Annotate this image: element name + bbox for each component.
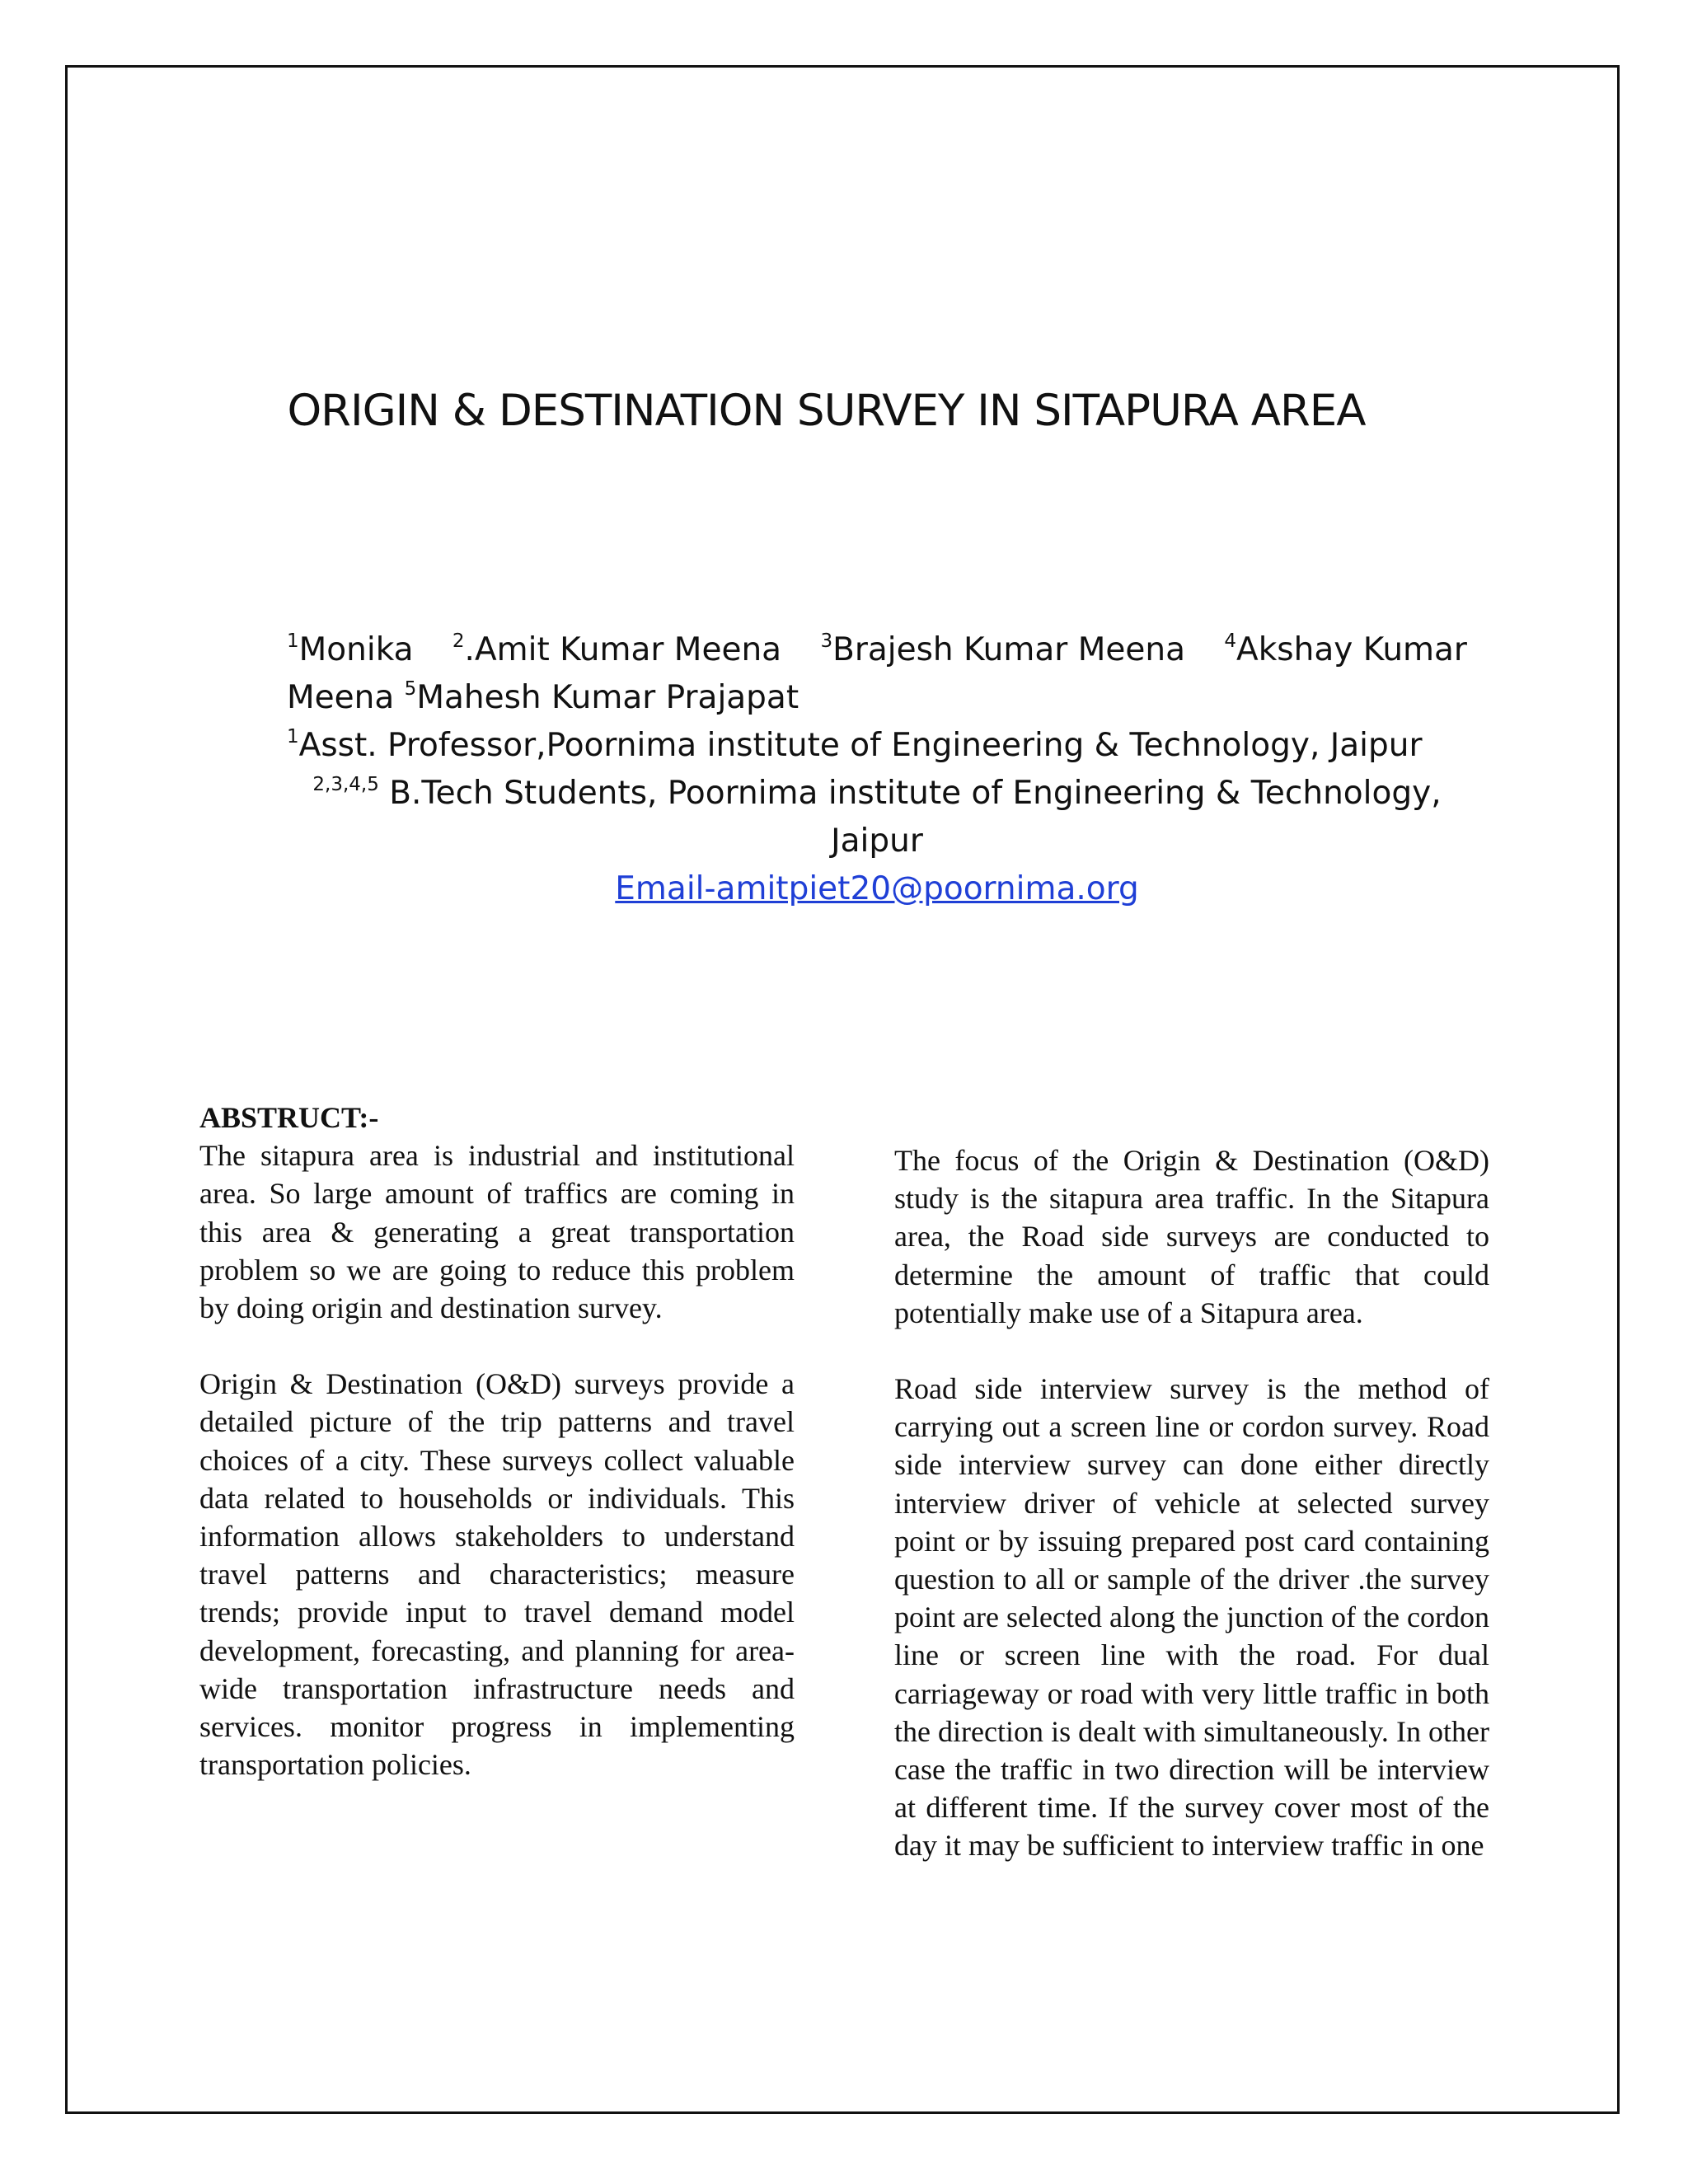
left-paragraph-1: The sitapura area is industrial and institutional area. So large amount of traffics are coming in this area & generating a great transportation problem so we are going to reduce this problem by doing origin and destination survey. [199,1139,795,1325]
author-line-2 [287,674,1467,722]
author-2: $^2$.Amit Kumar Meena [452,630,782,668]
paper-title: ORIGIN & DESTINATION SURVEY IN SITAPURA AREA [287,386,1366,436]
affiliation-students: $^{2,3,4,5}$ B.Tech Students, Poornima institute of Engineering & Technology, [312,774,1442,812]
author-1: $^1$Monika [287,630,414,668]
left-column [199,1099,795,1783]
author-5: $^5$Mahesh Kumar Prajapat [404,678,799,716]
author-block [287,626,1467,913]
affiliation-city: Jaipur [831,823,923,860]
email-line [287,865,1467,913]
right-paragraph-2: Road side interview survey is the method of carrying out a screen line or cordon survey. Road side interview survey can done either directly interview driver of vehicle at selected survey point or by issuing prepared post card containing question to all or sample of the driver .the survey point are selected along the junction of the cordon line or screen line with the road. For dual carriageway or road with very little traffic in both the direction is dealt with simultaneously. In other case the traffic in two direction will be interview at different time. If the survey cover most of the day it may be sufficient to interview traffic in one [894,1372,1489,1863]
right-paragraph-1: The focus of the Origin & Destination (O&D) study is the sitapura area traffic. In the Sitapura area, the Road side surveys are conducted to determine the amount of traffic that could potentially make use of a Sitapura area. [894,1144,1489,1329]
author-4-cont: Meena [287,679,395,716]
left-paragraph-2: Origin & Destination (O&D) surveys provide a detailed picture of the trip patterns and travel choices of a city. These surveys collect valuable data related to households or individuals. This information allows stakeholders to understand travel patterns and characteristics; measure trends; provide input to travel demand model development, forecasting, and planning for area-wide transportation infrastructure needs and services. monitor progress in implementing transportation policies. [199,1367,795,1782]
author-4: $^4$Akshay Kumar [1224,630,1467,668]
author-3: $^3$Brajesh Kumar Meena [820,630,1185,668]
abstract-heading: ABSTRUCT:- [199,1101,379,1134]
author-line-1 [287,626,1467,674]
email-link[interactable]: Email-amitpiet20@poornima.org [615,870,1139,907]
right-column [894,1141,1489,1865]
affiliation-professor: $^1$Asst. Professor,Poornima institute of Engineering & Technology, Jaipur [287,726,1423,764]
